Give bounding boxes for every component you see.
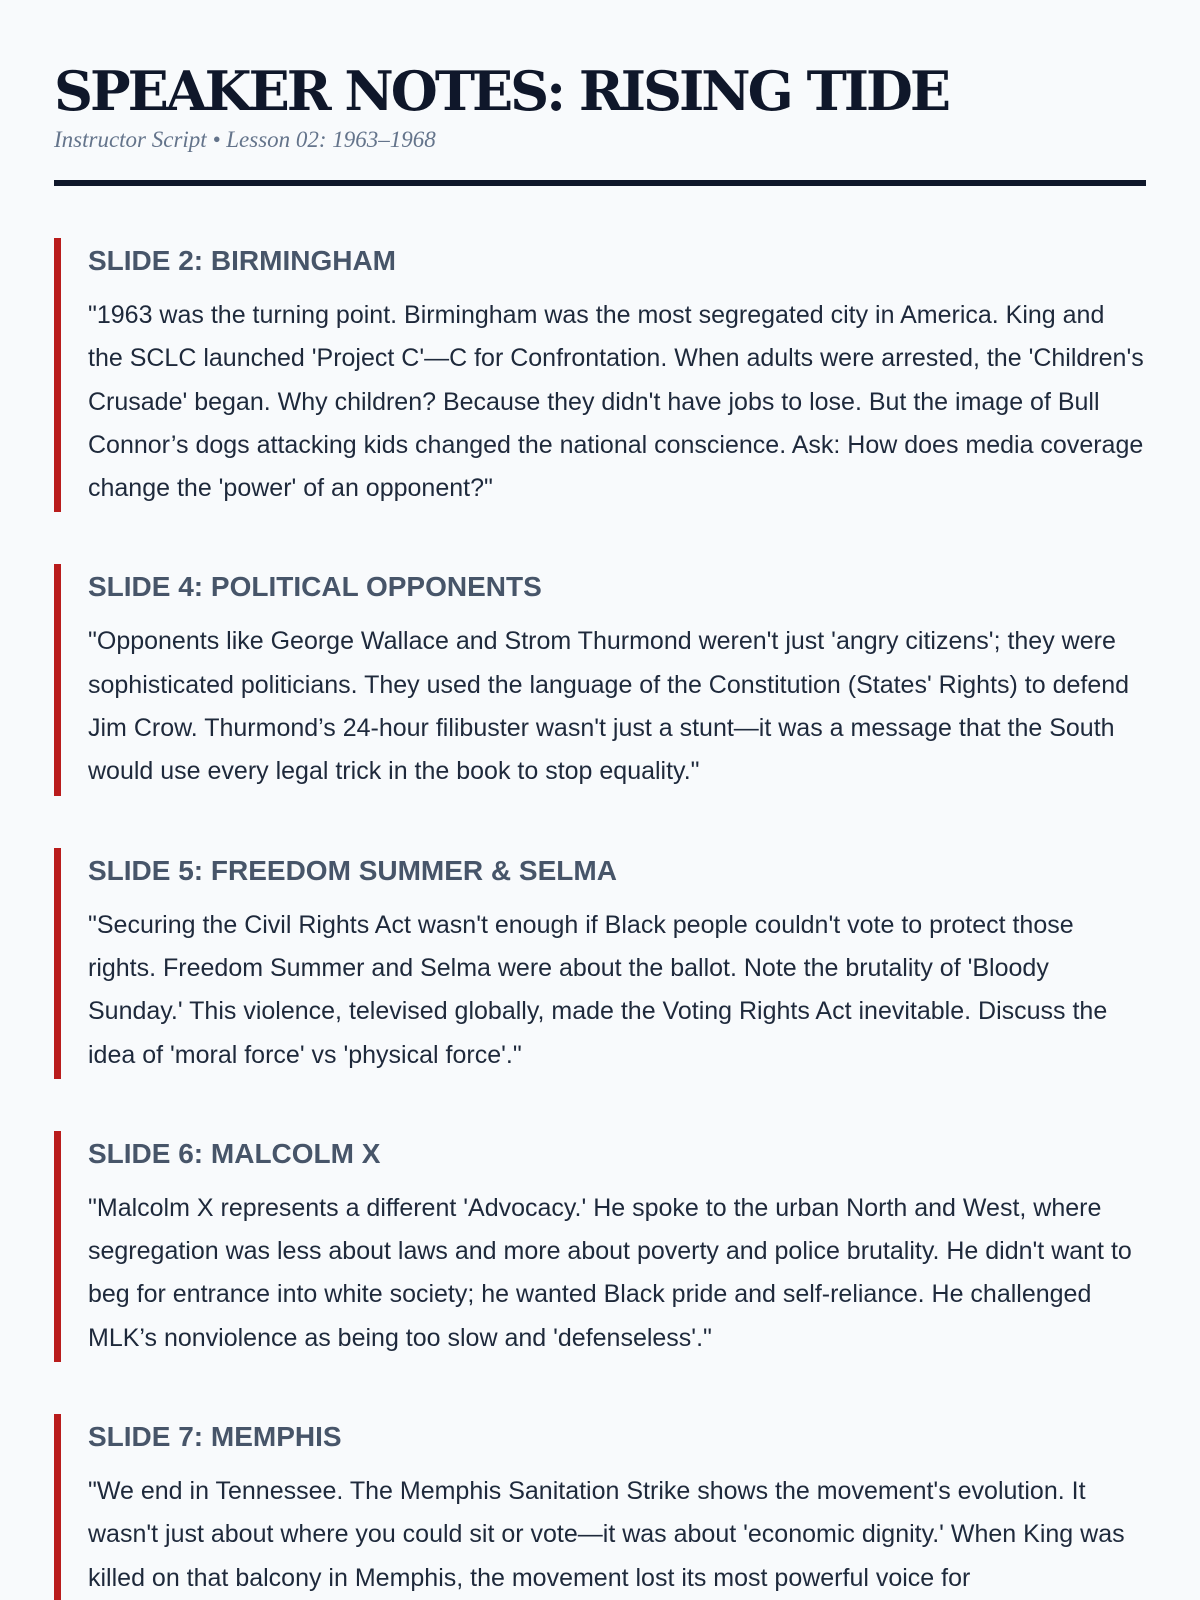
notes-list xyxy=(54,238,1146,1600)
note-body: "1963 was the turning point. Birmingham was the most segregated city in America. King and the SCLC launched 'Project C'—C for Confrontation. When adults were arrested, the 'Children's Crusade' began. Why children? Because they didn't have jobs to lose. But the image of Bull Connor’s dogs attacking kids changed the national conscience. Ask: How does media coverage change the 'power' of an opponent?" xyxy=(88,301,1144,503)
page-subtitle: Instructor Script • Lesson 02: 1963–1968 xyxy=(54,127,436,152)
note-heading: SLIDE 2: BIRMINGHAM xyxy=(88,245,396,276)
note-body: "We end in Tennessee. The Memphis Sanitation Strike shows the movement's evolution. It wasn't just about where you could sit or vote—it was about 'economic dignity.' When King was killed on that balcony in Memphis, the movement lost its most powerful voice for xyxy=(88,1477,1125,1592)
note-body: "Opponents like George Wallace and Strom Thurmond weren't just 'angry citizens'; they were sophisticated politicians. They used the language of the Constitution (States' Rights) to defend Jim Crow. Thurmond’s 24-hour filibuster wasn't just a stunt—it was a message that the South would use every legal trick in the book to stop equality." xyxy=(88,627,1130,786)
note-slide-6 xyxy=(54,1131,1146,1362)
note-slide-4 xyxy=(54,564,1146,795)
note-slide-5 xyxy=(54,848,1146,1079)
note-heading: SLIDE 4: POLITICAL OPPONENTS xyxy=(88,571,542,603)
note-heading: SLIDE 7: MEMPHIS xyxy=(88,1421,342,1453)
note-slide-7 xyxy=(54,1414,1146,1600)
note-body: "Malcolm X represents a different 'Advocacy.' He spoke to the urban North and West, where segregation was less about laws and more about poverty and police brutality. He didn't want to beg for entrance into white society; he wanted Black pride and self-reliance. He challenged MLK’s nonviolence as being too slow and 'defenseless'." xyxy=(88,1193,1132,1352)
page-title: SPEAKER NOTES: RISING TIDE xyxy=(54,59,948,123)
note-slide-2 xyxy=(54,238,1146,512)
note-heading: SLIDE 6: MALCOLM X xyxy=(88,1137,381,1169)
document-header xyxy=(54,56,1146,186)
note-heading: SLIDE 5: FREEDOM SUMMER & SELMA xyxy=(88,854,617,886)
note-body: "Securing the Civil Rights Act wasn't enough if Black people couldn't vote to protect those rights. Freedom Summer and Selma were about the ballot. Note the brutality of 'Bloody Sunday.' This violence, televised globally, made the Voting Rights Act inevitable. Discuss the idea of 'moral force' vs 'physical force'." xyxy=(88,910,1108,1069)
